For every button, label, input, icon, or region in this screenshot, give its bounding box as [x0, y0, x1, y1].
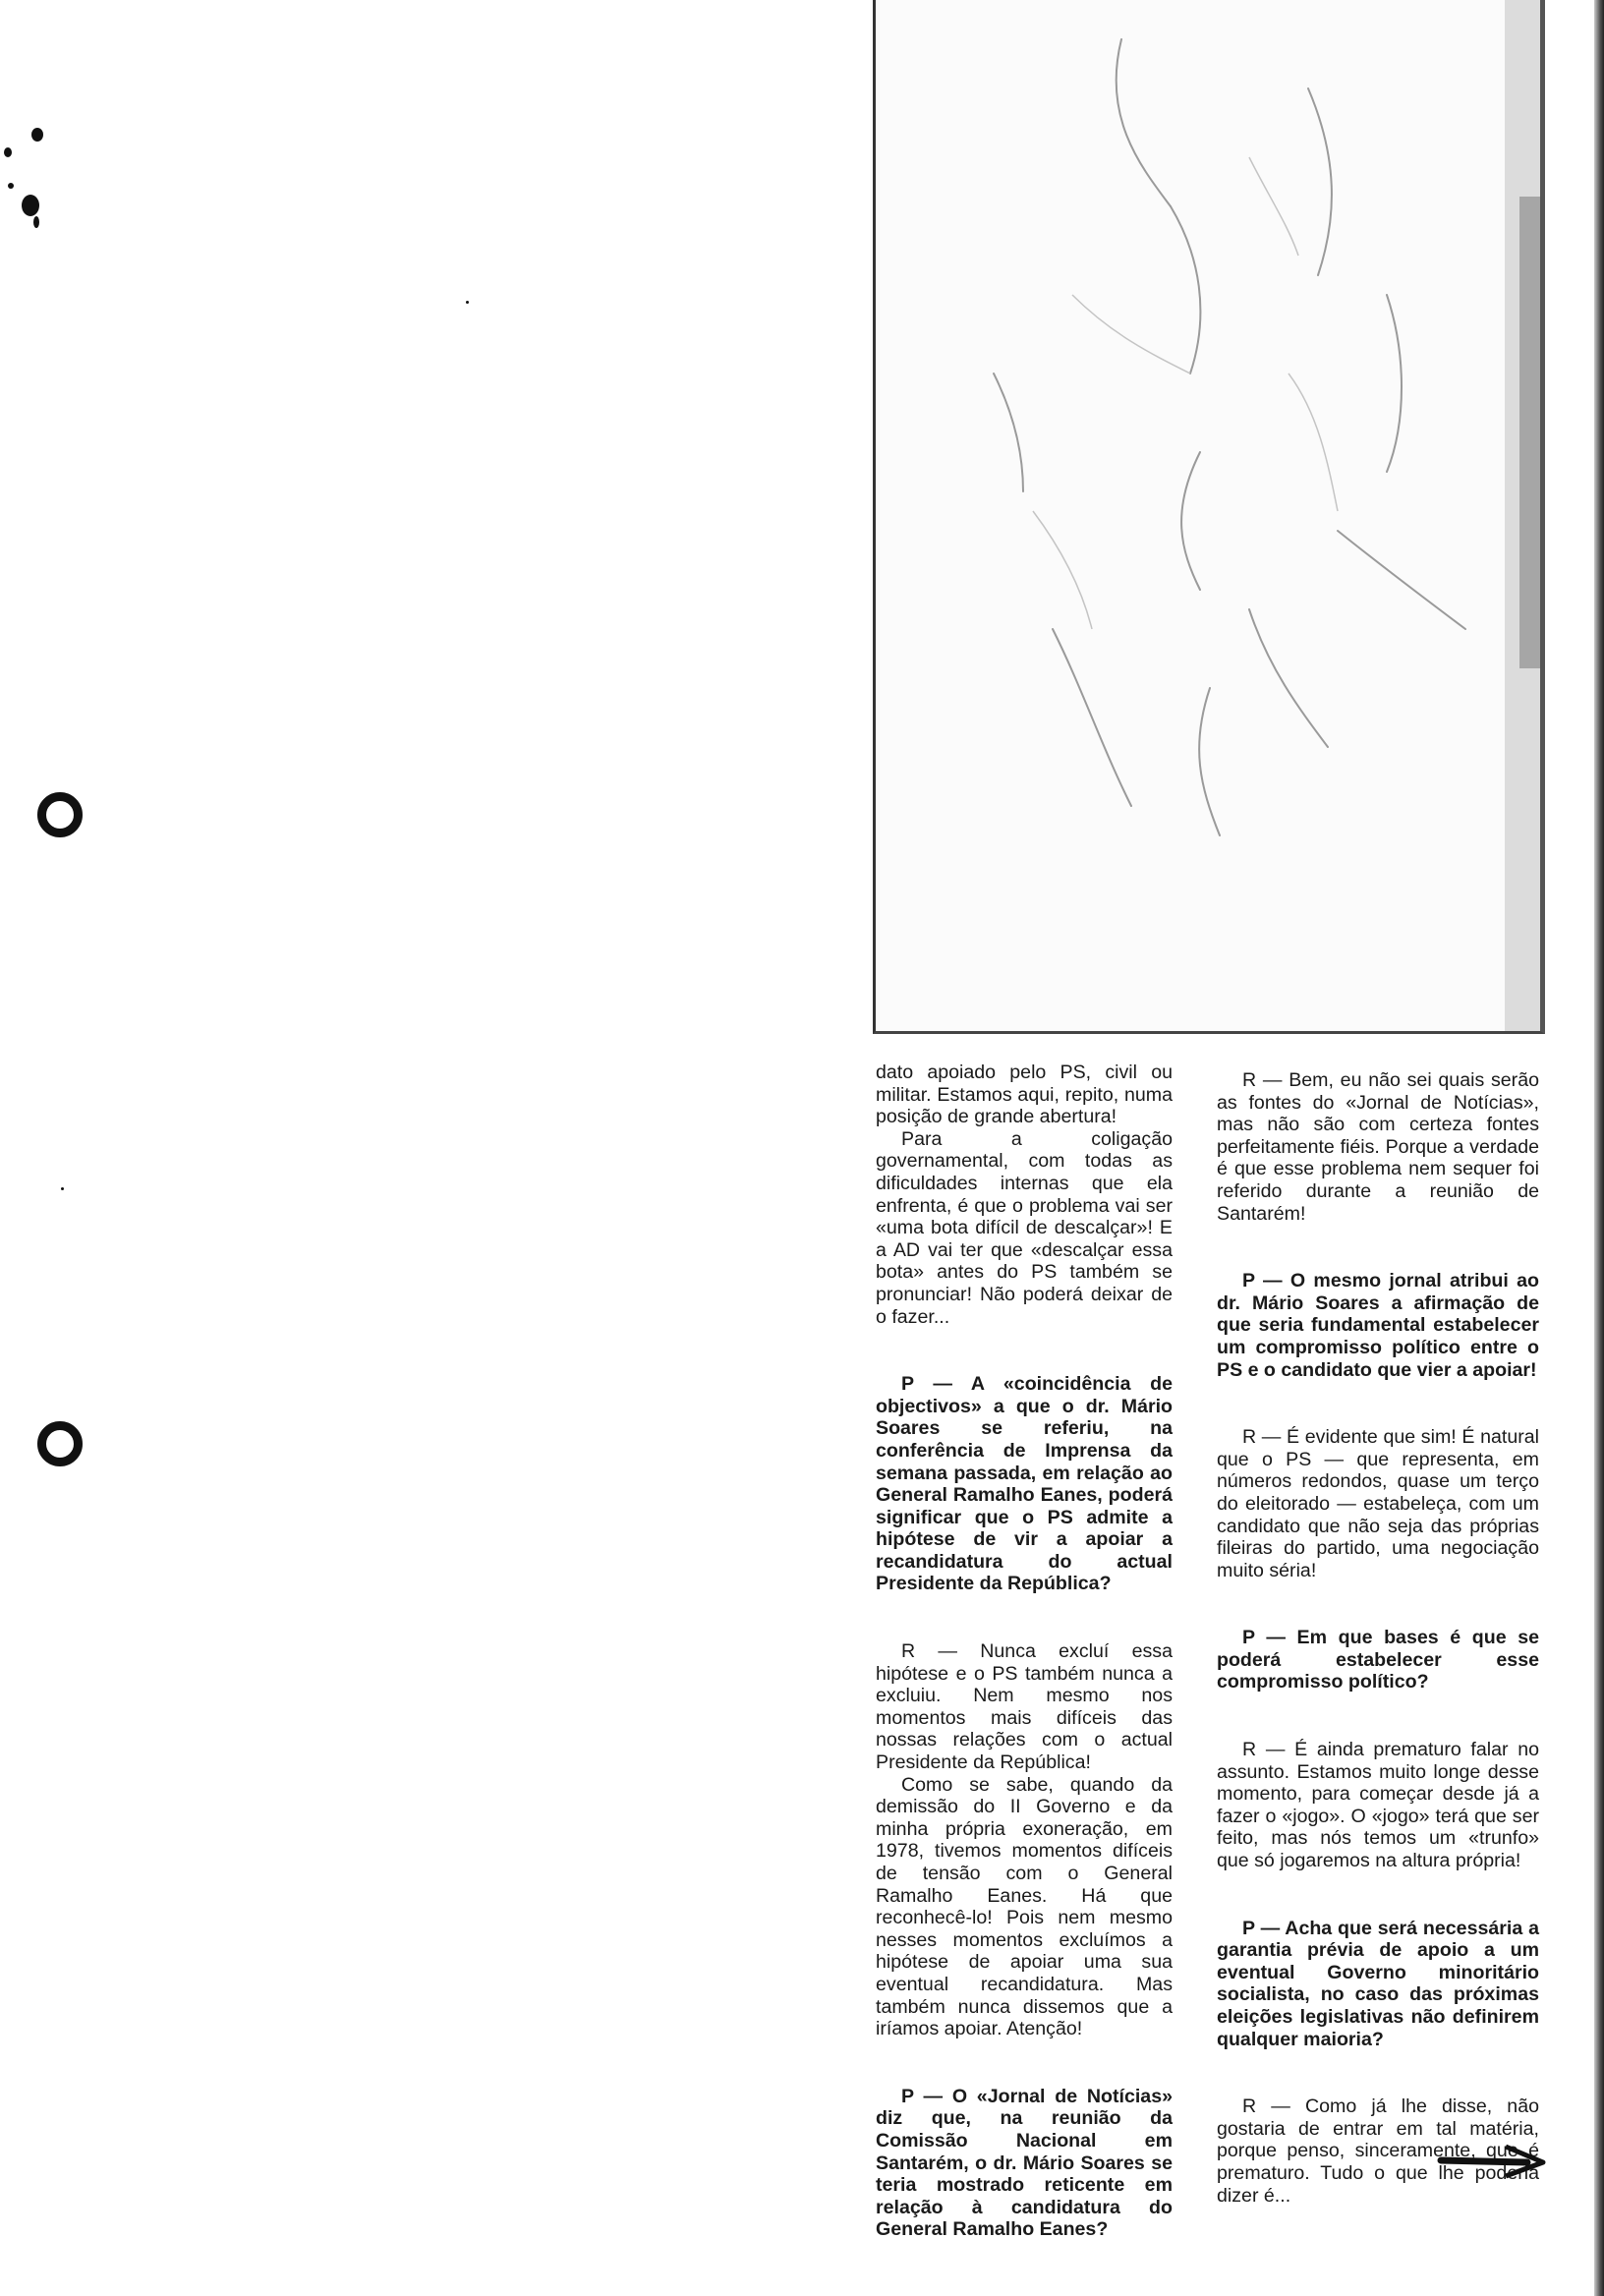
answer-paragraph: R — Bem, eu não sei quais serão as fontes do «Jornal de Notícias», mas não são com certeza fontes perfeitamente fiéis. Porque a verdade é que esse problema nem sequer foi referido durante a reunião de Santarém! [1217, 1069, 1539, 1225]
scan-speck [31, 128, 43, 142]
binder-hole-icon [37, 1421, 83, 1466]
answer-paragraph: Para a coligação governamental, com todas as dificuldades internas que ela enfrenta, é que o problema vai ser «uma bota difícil de descalçar»! E a AD vai ter que «descalçar essa bota» antes do PS também se pronunciar! Não poderá deixar de o fazer... [876, 1127, 1173, 1328]
scan-speck [22, 195, 39, 216]
scan-speck [4, 147, 12, 157]
answer-paragraph: R — É ainda prematuro falar no assunto. Estamos muito longe desse momento, para começar desde já a fazer o «jogo». O «jogo» terá que ser feito, mas nós temos um «trunfo» que só jogaremos na altura própria! [1217, 1739, 1539, 1872]
photo-sketch [876, 0, 1540, 1031]
scan-speck [466, 301, 469, 304]
question-paragraph: P — O mesmo jornal atribui ao dr. Mário Soares a afirmação de que seria fundamental estabelecer um compromisso político entre o PS e o candidato que vier a apoiar! [1217, 1270, 1539, 1381]
question-paragraph: P — Em que bases é que se poderá estabelecer esse compromisso político? [1217, 1627, 1539, 1693]
scan-edge-shadow [1594, 0, 1604, 2296]
answer-paragraph: R — Como já lhe disse, não gostaria de entrar em tal matéria, porque penso, sinceramente, que é prematuro. Tudo o que lhe poderia dizer é... [1217, 2095, 1539, 2207]
question-paragraph: P — A «coincidência de objectivos» a que o dr. Mário Soares se referiu, na conferência de Imprensa da semana passada, em relação ao General Ramalho Eanes, poderá significar que o PS admite a hipótese de vir a apoiar a recandidatura do actual Presidente da República? [876, 1373, 1173, 1595]
article-column-right [1217, 1069, 1539, 2207]
scan-speck [33, 216, 39, 228]
article-column-left [876, 1062, 1173, 2241]
scan-speck [61, 1187, 64, 1190]
question-paragraph: P — O «Jornal de Notícias» diz que, na reunião da Comissão Nacional em Santarém, o dr. Mário Soares se teria mostrado reticente em relação à candidatura do General Ramalho Eanes? [876, 2085, 1173, 2241]
answer-paragraph: Como se sabe, quando da demissão do II Governo e da minha própria exoneração, em 1978, tivemos momentos difíceis de tensão com o General Ramalho Eanes. Há que reconhecê-lo! Pois nem mesmo nesses momentos excluímos a hipótese de apoiar uma sua eventual recandidatura. Mas também nunca dissemos que a iríamos apoiar. Atenção! [876, 1773, 1173, 2040]
answer-paragraph: dato apoiado pelo PS, civil ou militar. Estamos aqui, repito, numa posição de grande abertura! [876, 1062, 1173, 1128]
binder-hole-icon [37, 792, 83, 837]
scan-speck [8, 183, 14, 189]
hand-drawn-arrow-icon [1437, 2141, 1551, 2180]
answer-paragraph: R — É evidente que sim! É natural que o PS — que representa, em números redondos, quase um terço do eleitorado — estabeleça, com um candidato que não seja das próprias fileiras do partido, uma negociação muito séria! [1217, 1426, 1539, 1581]
question-paragraph: P — Acha que será necessária a garantia prévia de apoio a um eventual Governo minoritário socialista, no caso das próximas eleições legislativas não definirem qualquer maioria? [1217, 1917, 1539, 2050]
faded-photograph [873, 0, 1545, 1034]
answer-paragraph: R — Nunca excluí essa hipótese e o PS também nunca a excluiu. Nem mesmo nos momentos mais difíceis das nossas relações com o actual Presidente da República! [876, 1640, 1173, 1774]
